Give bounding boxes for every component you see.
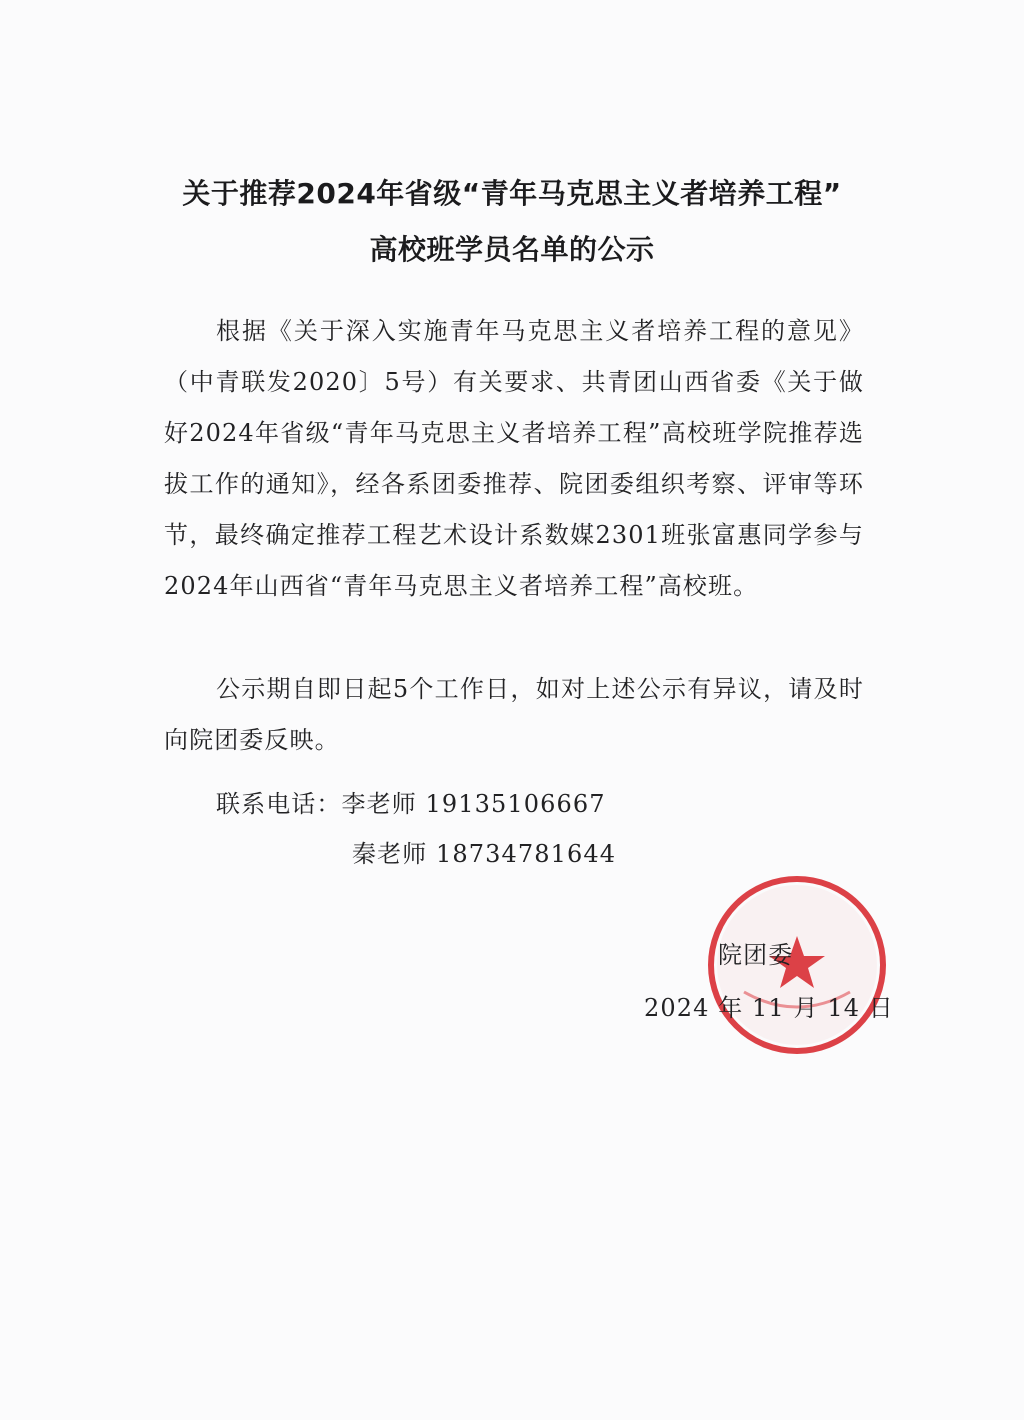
notice-paragraph-2: 公示期自即日起5个工作日，如对上述公示有异议，请及时向院团委反映。 bbox=[164, 675, 864, 754]
notice-paragraph-1: 根据《关于深入实施青年马克思主义者培养工程的意见》（中青联发2020〕5号）有关要求、共青团山西省委《关于做好2024年省级“青年马克思主义者培养工程”高校班学院推荐选拔工作的通知》，经各系团委推荐、院团委组织考察、评审等环节，最终确定推荐工程艺术设计系数媒2301班张富惠同学参与2024年山西省“青年马克思主义者培养工程”高校班。 bbox=[164, 317, 864, 600]
signature-date: 2024 年 11 月 14 日 bbox=[644, 994, 894, 1022]
document-title-line-1: 关于推荐2024年省级“青年马克思主义者培养工程” bbox=[182, 177, 842, 210]
contact-line-2: 秦老师 18734781644 bbox=[352, 840, 617, 868]
document-title-line-2: 高校班学员名单的公示 bbox=[369, 233, 655, 266]
contact-line-1: 联系电话：李老师 19135106667 bbox=[216, 790, 606, 818]
signature-organization: 院团委 bbox=[718, 941, 794, 969]
